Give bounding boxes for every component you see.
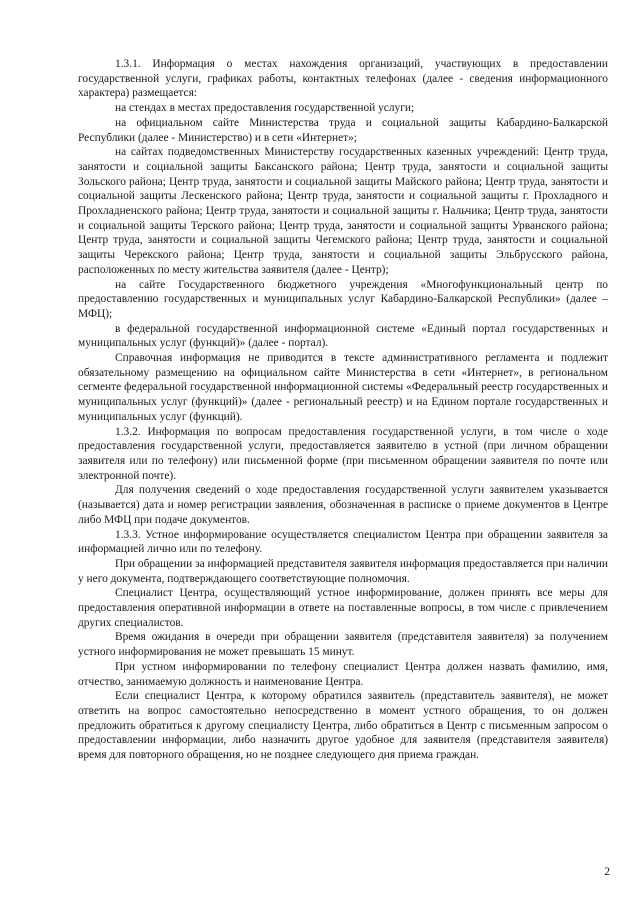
paragraph: на сайтах подведомственных Министерству государственных казенных учреждений: Центр труда, занятости и социальной защиты Баксанского района; Центр труда, занятости и социальной защиты Зольского района; Центр труда, занятости и социальной защиты Майского района; Центр труда, занятости и социальной защиты Лескенского района; Центр труда, занятости и социальной защиты г. Прохладного и Прохладненского района; Центр труда, занятости и социальной защиты г. Нальчика; Центр труда, занятости и социальной защиты Терского района; Центр труда, занятости и социальной защиты Урванского района; Центр труда, занятости и социальной защиты Чегемского района; Центр труда, занятости и социальной защиты Черекского района; Центр труда, занятости и социальной защиты Эльбрусского района, расположенных по месту жительства заявителя (далее - Центр); xyxy=(78,146,608,276)
paragraph: 1.3.1. Информация о местах нахождения организаций, участвующих в предоставлении государственной услуги, графиках работы, контактных телефонах (далее - сведения информационного характера) размещается: xyxy=(78,58,608,100)
paragraph: При устном информировании по телефону специалист Центра должен назвать фамилию, имя, отчество, занимаемую должность и наименование Центра. xyxy=(78,660,608,688)
paragraph: на стендах в местах предоставления государственной услуги; xyxy=(115,102,415,115)
paragraph: 1.3.3. Устное информирование осуществляется специалистом Центра при обращении заявителя за информацией лично или по телефону. xyxy=(78,528,608,556)
paragraph: в федеральной государственной информационной системе «Единый портал государственных и муниципальных услуг (функций)» (далее - портал). xyxy=(78,322,608,350)
paragraph: 1.3.2. Информация по вопросам предоставления государственной услуги, в том числе о ходе предоставления государственной услуги, предоставляется заявителю в устной (при личном обращении заявителя или по телефону) или письменной форме (при письменном обращении заявителя по почте или электронной почте). xyxy=(78,425,608,482)
paragraph: Время ожидания в очереди при обращении заявителя (представителя заявителя) за получением устного информирования не может превышать 15 минут. xyxy=(78,631,608,659)
paragraph: на официальном сайте Министерства труда и социальной защиты Кабардино-Балкарской Республики (далее - Министерство) и в сети «Интернет»; xyxy=(78,116,608,144)
page-number: 2 xyxy=(604,866,610,878)
paragraph: на сайте Государственного бюджетного учреждения «Многофункциональный центр по предоставлению государственных и муниципальных услуг Кабардино-Балкарской Республики» (далее – МФЦ); xyxy=(78,278,608,320)
paragraph: Для получения сведений о ходе предоставления государственной услуги заявителем указывается (называется) дата и номер регистрации заявления, обозначенная в расписке о приеме документов в Центре либо МФЦ при подаче документов. xyxy=(78,484,608,526)
paragraph: При обращении за информацией представителя заявителя информация предоставляется при наличии у него документа, подтверждающего соответствующие полномочия. xyxy=(78,557,608,585)
paragraph: Справочная информация не приводится в тексте административного регламента и подлежит обязательному размещению на официальном сайте Министерства в сети «Интернет», в региональном сегменте федеральной государственной информационной системы «Федеральный реестр государственных и муниципальных услуг (функций)» (далее - региональный реестр) и на Едином портале государственных и муниципальных услуг (функций). xyxy=(78,352,608,423)
paragraph: Специалист Центра, осуществляющий устное информирование, должен принять все меры для предоставления оперативной информации в ответе на поставленные вопросы, в том числе с привлечением других специалистов. xyxy=(78,587,608,629)
paragraph: Если специалист Центра, к которому обратился заявитель (представитель заявителя), не может ответить на вопрос самостоятельно непосредственно в момент устного обращения, то он должен предложить обратиться к другому специалисту Центра, либо обратиться в Центр с письменным запросом о предоставлении информации, либо назначить другое удобное для заявителя (представителя заявителя) время для повторного обращения, но не позднее следующего дня приема граждан. xyxy=(78,690,608,762)
